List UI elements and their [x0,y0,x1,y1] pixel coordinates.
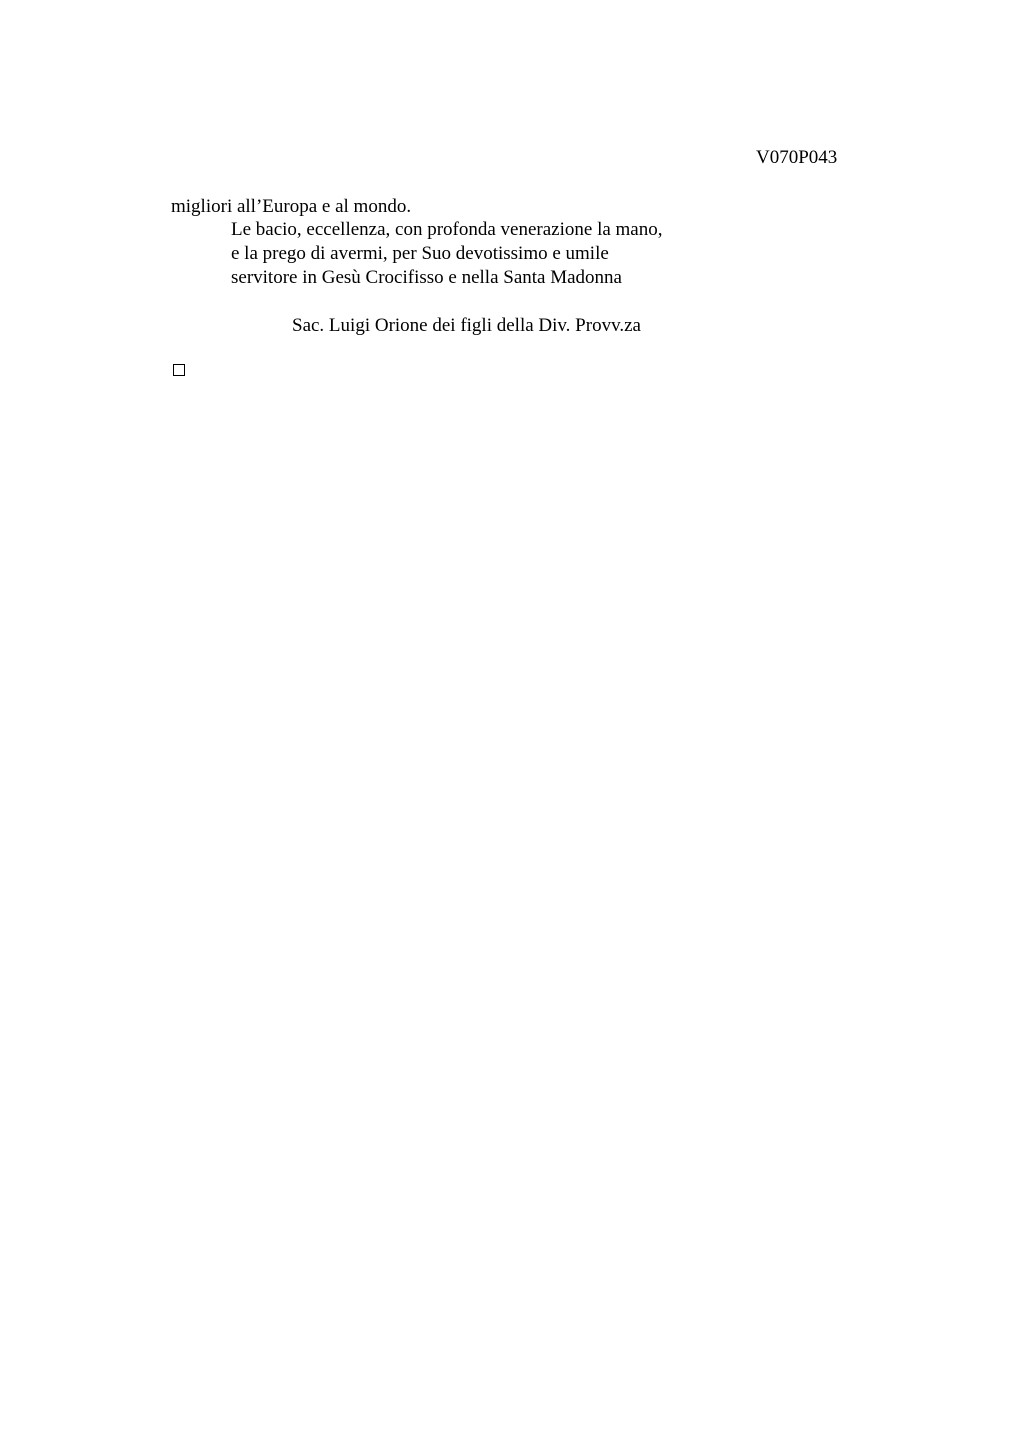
letter-line-1: migliori all’Europa e al mondo. [171,196,412,217]
letter-line-4: servitore in Gesù Crocifisso e nella Santa Madonna [231,267,622,288]
letter-line-3: e la prego di avermi, per Suo devotissimo e umile [231,243,609,264]
letter-line-2: Le bacio, eccellenza, con profonda venerazione la mano, [231,219,663,240]
signature: Sac. Luigi Orione dei figli della Div. Provv.za [292,315,641,336]
page-code: V070P043 [756,147,838,168]
square-outline-icon [173,364,185,376]
